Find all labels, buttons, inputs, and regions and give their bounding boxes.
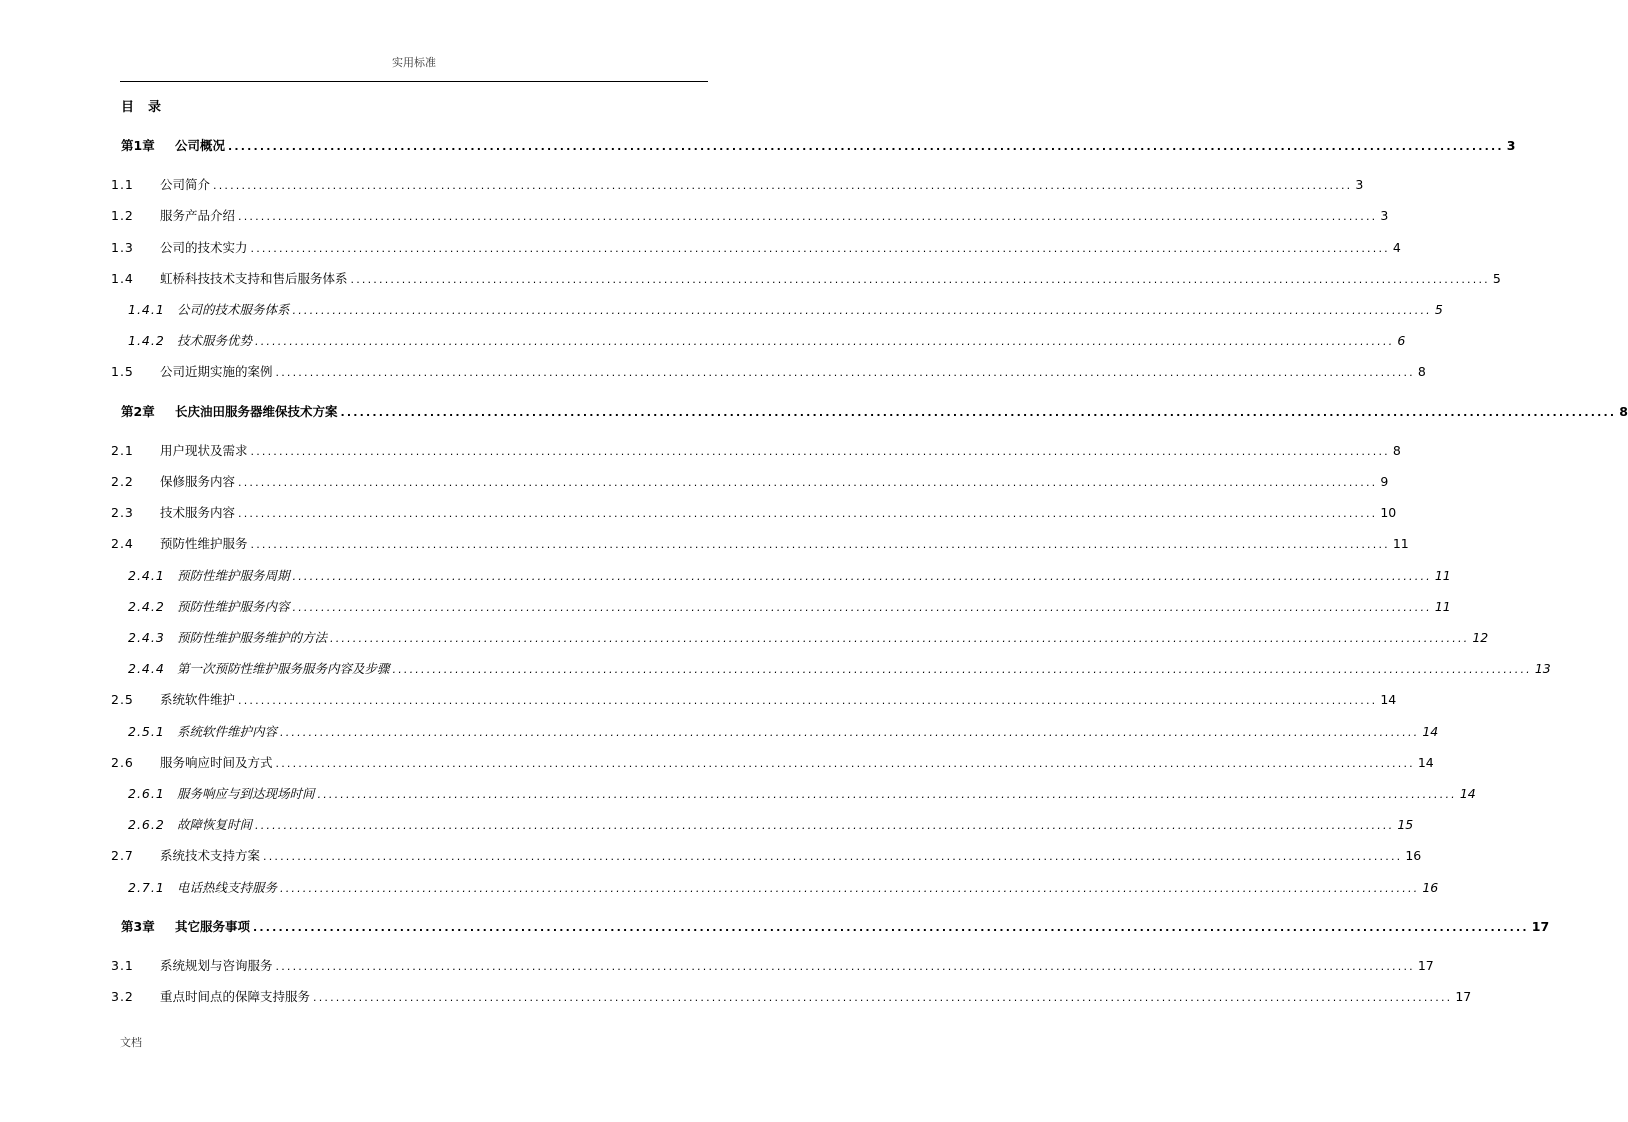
toc-text: 电话热线支持服务 — [177, 880, 278, 895]
toc-section-2-3[interactable] — [111, 505, 1397, 522]
toc-text: 服务响应时间及方式 — [160, 755, 273, 770]
toc-page: 5 — [1492, 271, 1501, 286]
toc-number: 1.3 — [111, 240, 134, 255]
toc-leader: ........................................................................................................................................................................................................ — [292, 304, 1432, 317]
toc-leader: ........................................................................................................................................................................................................ — [228, 140, 1504, 153]
toc-section-2-6[interactable] — [111, 755, 1434, 772]
toc-chapter-2[interactable] — [121, 404, 1628, 421]
toc-page: 13 — [1534, 661, 1551, 676]
toc-leader: ........................................................................................................................................................................................................ — [238, 507, 1378, 520]
toc-number: 2.4 — [111, 536, 134, 551]
toc-subsection-2-4-4[interactable] — [128, 661, 1551, 678]
toc-text: 重点时间点的保障支持服务 — [160, 989, 311, 1004]
toc-section-1-3[interactable] — [111, 240, 1401, 257]
toc-leader: ........................................................................................................................................................................................................ — [250, 538, 1390, 551]
toc-leader: ........................................................................................................................................................................................................ — [275, 757, 1415, 770]
toc-number: 3.2 — [111, 989, 134, 1004]
toc-text: 公司概况 — [175, 138, 226, 153]
toc-number: 3.1 — [111, 958, 134, 973]
toc-number: 2.2 — [111, 474, 134, 489]
toc-page: 17 — [1455, 989, 1472, 1004]
toc-text: 预防性维护服务 — [160, 536, 248, 551]
header-divider — [120, 81, 708, 82]
toc-number: 2.7 — [111, 848, 134, 863]
toc-text: 服务产品介绍 — [160, 208, 236, 223]
toc-page: 11 — [1434, 599, 1451, 614]
toc-number: 2.4.2 — [128, 599, 165, 614]
toc-subsection-2-6-2[interactable] — [128, 817, 1414, 834]
toc-text: 系统软件维护内容 — [177, 724, 278, 739]
toc-number: 2.4.4 — [128, 661, 165, 676]
toc-page: 3 — [1380, 208, 1389, 223]
toc-text: 长庆油田服务器维保技术方案 — [175, 404, 338, 419]
toc-page: 17 — [1531, 919, 1550, 934]
toc-leader: ........................................................................................................................................................................................................ — [238, 694, 1378, 707]
toc-leader: ........................................................................................................................................................................................................ — [350, 273, 1490, 286]
toc-section-1-2[interactable] — [111, 208, 1389, 225]
toc-page: 17 — [1417, 958, 1434, 973]
toc-number: 1.2 — [111, 208, 134, 223]
toc-text: 其它服务事项 — [175, 919, 251, 934]
toc-leader: ........................................................................................................................................................................................................ — [275, 960, 1415, 973]
page-footer: 文档 — [120, 1036, 142, 1049]
toc-page: 11 — [1392, 536, 1409, 551]
toc-text: 系统技术支持方案 — [160, 848, 261, 863]
toc-text: 故障恢复时间 — [177, 817, 253, 832]
toc-number: 第1章 — [121, 138, 155, 153]
toc-section-2-5[interactable] — [111, 692, 1397, 709]
toc-page: 14 — [1380, 692, 1397, 707]
toc-page: 9 — [1380, 474, 1389, 489]
toc-page: 3 — [1355, 177, 1364, 192]
toc-text: 预防性维护服务维护的方法 — [177, 630, 328, 645]
toc-leader: ........................................................................................................................................................................................................ — [280, 882, 1420, 895]
toc-text: 公司近期实施的案例 — [160, 364, 273, 379]
toc-text: 预防性维护服务内容 — [177, 599, 290, 614]
toc-number: 2.7.1 — [128, 880, 165, 895]
toc-subsection-2-5-1[interactable] — [128, 724, 1439, 741]
toc-leader: ........................................................................................................................................................................................................ — [255, 335, 1395, 348]
toc-number: 2.6 — [111, 755, 134, 770]
toc-section-2-7[interactable] — [111, 848, 1422, 865]
toc-leader: ........................................................................................................................................................................................................ — [280, 726, 1420, 739]
toc-page: 8 — [1619, 404, 1628, 419]
toc-section-1-1[interactable] — [111, 177, 1364, 194]
toc-page: 14 — [1422, 724, 1439, 739]
toc-text: 第一次预防性维护服务服务内容及步骤 — [177, 661, 390, 676]
toc-subsection-2-4-3[interactable] — [128, 630, 1489, 647]
toc-number: 1.4.2 — [128, 333, 165, 348]
toc-leader: ........................................................................................................................................................................................................ — [253, 921, 1529, 934]
toc-leader: ........................................................................................................................................................................................................ — [238, 476, 1378, 489]
toc-number: 2.5.1 — [128, 724, 165, 739]
toc-page: 5 — [1434, 302, 1443, 317]
toc-leader: ........................................................................................................................................................................................................ — [255, 819, 1395, 832]
toc-leader: ........................................................................................................................................................................................................ — [250, 242, 1390, 255]
toc-subsection-2-6-1[interactable] — [128, 786, 1476, 803]
toc-section-2-4[interactable] — [111, 536, 1409, 553]
toc-number: 2.6.2 — [128, 817, 165, 832]
toc-number: 2.4.1 — [128, 568, 165, 583]
toc-text: 技术服务优势 — [177, 333, 253, 348]
toc-text: 虹桥科技技术支持和售后服务体系 — [160, 271, 348, 286]
toc-leader: ........................................................................................................................................................................................................ — [313, 991, 1453, 1004]
toc-number: 2.4.3 — [128, 630, 165, 645]
toc-chapter-3[interactable] — [121, 919, 1550, 936]
toc-page: 15 — [1397, 817, 1414, 832]
toc-text: 服务响应与到达现场时间 — [177, 786, 315, 801]
toc-section-2-1[interactable] — [111, 443, 1401, 460]
toc-number: 1.4 — [111, 271, 134, 286]
toc-text: 系统规划与咨询服务 — [160, 958, 273, 973]
toc-leader: ........................................................................................................................................................................................................ — [238, 210, 1378, 223]
toc-page: 4 — [1392, 240, 1401, 255]
toc-number: 2.5 — [111, 692, 134, 707]
toc-page: 12 — [1472, 630, 1489, 645]
toc-text: 公司的技术实力 — [160, 240, 248, 255]
toc-page: 3 — [1506, 138, 1516, 153]
toc-number: 1.4.1 — [128, 302, 165, 317]
toc-number: 第2章 — [121, 404, 155, 419]
toc-leader: ........................................................................................................................................................................................................ — [275, 366, 1415, 379]
toc-leader: ........................................................................................................................................................................................................ — [317, 788, 1457, 801]
toc-leader: ........................................................................................................................................................................................................ — [250, 445, 1390, 458]
toc-leader: ........................................................................................................................................................................................................ — [292, 601, 1432, 614]
toc-leader: ........................................................................................................................................................................................................ — [330, 632, 1470, 645]
toc-number: 1.1 — [111, 177, 134, 192]
toc-subsection-1-4-1[interactable] — [128, 302, 1443, 319]
toc-text: 系统软件维护 — [160, 692, 236, 707]
toc-page: 10 — [1380, 505, 1397, 520]
toc-text: 技术服务内容 — [160, 505, 236, 520]
toc-page: 14 — [1417, 755, 1434, 770]
toc-section-2-2[interactable] — [111, 474, 1389, 491]
toc-page: 8 — [1392, 443, 1401, 458]
toc-text: 公司的技术服务体系 — [177, 302, 290, 317]
toc-page: 14 — [1459, 786, 1476, 801]
toc-leader: ........................................................................................................................................................................................................ — [292, 570, 1432, 583]
toc-text: 公司简介 — [160, 177, 211, 192]
toc-page: 11 — [1434, 568, 1451, 583]
toc-leader: ........................................................................................................................................................................................................ — [213, 179, 1353, 192]
toc-section-3-1[interactable] — [111, 958, 1434, 975]
toc-number: 2.1 — [111, 443, 134, 458]
toc-leader: ........................................................................................................................................................................................................ — [340, 406, 1617, 419]
toc-chapter-1[interactable] — [121, 138, 1516, 155]
toc-number: 1.5 — [111, 364, 134, 379]
toc-subsection-2-4-2[interactable] — [128, 599, 1451, 616]
toc-number: 2.6.1 — [128, 786, 165, 801]
toc-number: 第3章 — [121, 919, 155, 934]
toc-section-3-2[interactable] — [111, 989, 1472, 1006]
toc-text: 保修服务内容 — [160, 474, 236, 489]
toc-subsection-2-4-1[interactable] — [128, 568, 1451, 585]
toc-page: 16 — [1405, 848, 1422, 863]
toc-subsection-2-7-1[interactable] — [128, 880, 1439, 897]
toc-section-1-5[interactable] — [111, 364, 1426, 381]
toc-page: 6 — [1397, 333, 1406, 348]
toc-page: 16 — [1422, 880, 1439, 895]
page-header: 实用标准 — [392, 56, 436, 69]
toc-number: 2.3 — [111, 505, 134, 520]
toc-text: 用户现状及需求 — [160, 443, 248, 458]
toc-subsection-1-4-2[interactable] — [128, 333, 1406, 350]
toc-title: 目录 — [121, 100, 176, 115]
toc-text: 预防性维护服务周期 — [177, 568, 290, 583]
toc-leader: ........................................................................................................................................................................................................ — [263, 850, 1403, 863]
toc-page: 8 — [1417, 364, 1426, 379]
toc-section-1-4[interactable] — [111, 271, 1501, 288]
toc-leader: ........................................................................................................................................................................................................ — [392, 663, 1532, 676]
